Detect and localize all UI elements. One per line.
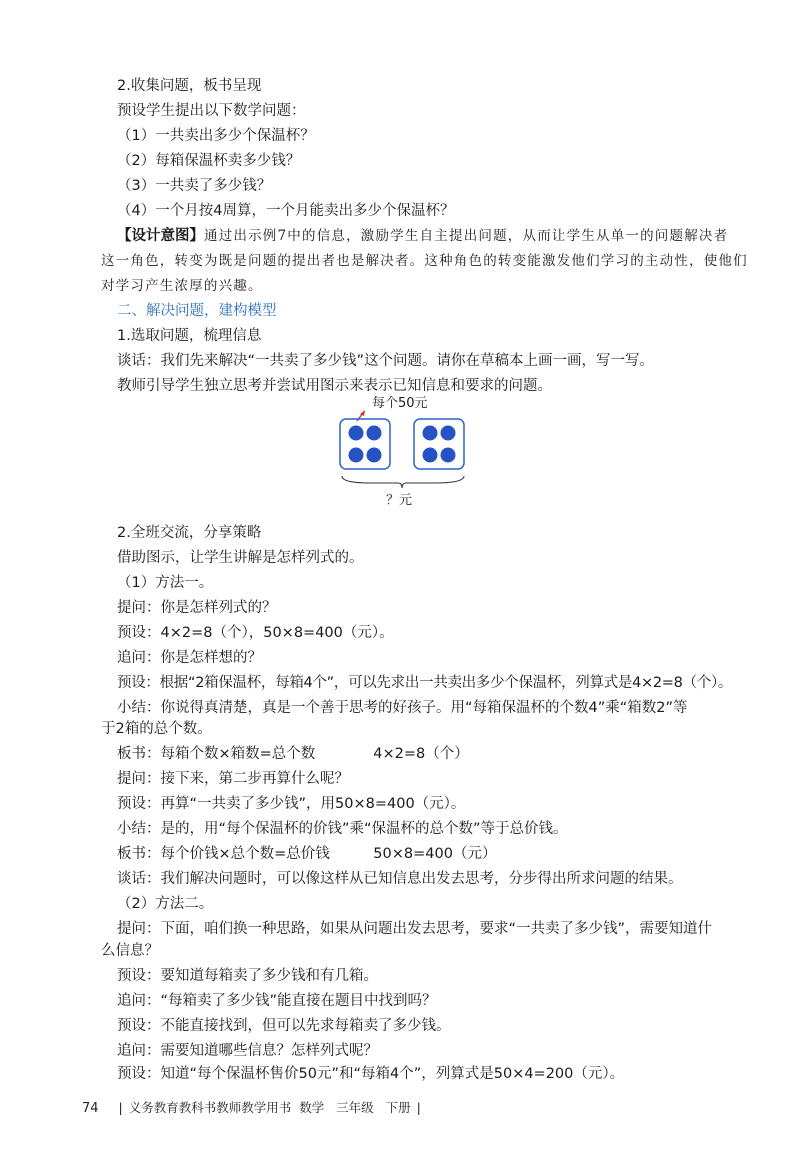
design-intent-line-3: 对学习产生浓厚的兴趣。 [101,278,263,294]
box-diagram [330,393,480,515]
cup-dot [423,448,438,463]
box-right [414,419,464,469]
book-title: 义务教育教科书教师教学用书 [128,1100,292,1115]
price-label: 每个50元 [372,396,428,411]
subject: 数学 [299,1100,325,1115]
paragraph: 预设：不能直接找到，但可以先求每箱卖了多少钱。 [117,1018,451,1034]
paragraph: 追问：你是怎样想的？ [117,650,262,666]
paragraph: 谈话：我们先来解决“一共卖了多少钱”这个问题。请你在草稿本上画一画，写一写。 [117,353,655,369]
section-heading: 二、解决问题，建构模型 [117,303,277,319]
total-brace [342,476,464,488]
paragraph: 小结：你说得真清楚，真是一个善于思考的好孩子。用“每箱保温杯的个数4”乘“箱数2”等 [117,700,688,716]
design-intent-line-2: 这一角色，转变为既是问题的提出者也是解决者。这种角色的转变能激发他们学习的主动性，使他们 [101,253,748,269]
paragraph: 借助图示，让学生讲解是怎样列式的。 [117,550,364,566]
cup-dot [367,426,382,441]
paragraph: 提问：下面，咱们换一种思路，如果从问题出发去思考，要求“一共卖了多少钱”，需要知道什 [117,921,713,937]
paragraph-continued: 么信息？ [101,943,159,959]
paragraph: 预设：根据“2箱保温杯，每箱4个”，可以先求出一共卖出多少个保温杯，列算式是4×2=8（个）。 [117,675,733,691]
cup-dot [423,426,438,441]
paragraph: 提问：接下来，第二步再算什么呢？ [117,771,349,787]
question-4: （4）一个月按4周算，一个月能卖出多少个保温杯？ [117,203,455,219]
cup-dot [441,426,456,441]
question-3: （3）一共卖了多少钱？ [117,178,272,194]
board-writing-2: 板书：每个价钱×总个数=总价钱 50×8=400（元） [117,846,497,862]
method-1-heading: （1）方法一。 [117,575,214,591]
subheading-select-question: 1.选取问题，梳理信息 [117,328,262,344]
paragraph: 预设：4×2=8（个），50×8=400（元）。 [117,625,394,641]
paragraph: 追问：需要知道哪些信息？怎样列式呢？ [117,1043,378,1059]
page-footer [82,1098,427,1116]
question-2: （2）每箱保温杯卖多少钱？ [117,153,301,169]
paragraph: 教师引导学生独立思考并尝试用图示来表示已知信息和要求的问题。 [117,378,552,394]
paragraph: 预设学生提出以下数学问题： [117,103,306,119]
paragraph: 预设：再算“一共卖了多少钱”，用50×8=400（元）。 [117,796,466,812]
design-intent-line-1 [117,226,728,246]
design-intent-tag: 【设计意图】 [117,228,204,244]
total-label: ？元 [386,493,413,508]
paragraph: 预设：知道“每个保温杯售价50元”和“每箱4个”，列算式是50×4=200（元）。 [117,1066,625,1082]
paragraph: 提问：你是怎样列式的？ [117,600,277,616]
paragraph: 谈话：我们解决问题时，可以像这样从已知信息出发去思考，分步得出所求问题的结果。 [117,871,683,887]
cup-dot [367,448,382,463]
volume: 下册 [385,1100,411,1115]
page-number: 74 [82,1101,99,1116]
paragraph: 预设：要知道每箱卖了多少钱和有几箱。 [117,968,378,984]
method-2-heading: （2）方法二。 [117,896,214,912]
board-writing-1: 板书：每箱个数×箱数=总个数 4×2=8（个） [117,746,469,762]
design-intent-text-1: 通过出示例7中的信息，激励学生自主提出问题，从而让学生从单一的问题解决者 [204,228,729,244]
cup-dot [441,448,456,463]
grade: 三年级 [336,1100,374,1115]
footer-separator: | [118,1100,123,1115]
paragraph: 追问：“每箱卖了多少钱”能直接在题目中找到吗？ [117,993,437,1009]
subheading-share-strategy: 2.全班交流，分享策略 [117,525,262,541]
box-left [340,419,390,469]
cup-dot [349,448,364,463]
heading-collect-questions: 2.收集问题，板书呈现 [117,78,262,94]
paragraph-continued: 于2箱的总个数。 [101,721,212,737]
footer-separator: | [416,1100,421,1115]
paragraph: 小结：是的，用“每个保温杯的价钱”乘“保温杯的总个数”等于总价钱。 [117,821,568,837]
question-1: （1）一共卖出多少个保温杯？ [117,128,315,144]
cup-dot [349,426,364,441]
